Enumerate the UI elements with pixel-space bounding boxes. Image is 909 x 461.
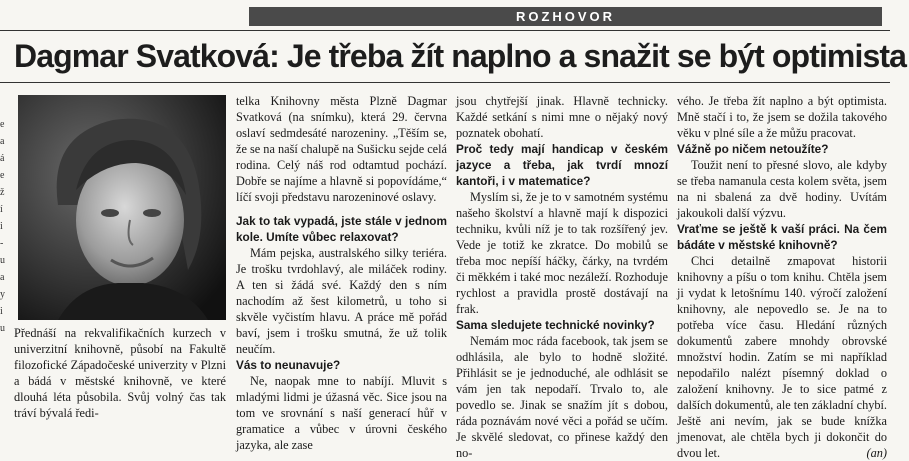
body-paragraph: jsou chytřejší jinak. Hlavně technicky. Každé setkání s nimi mne o nějaký nový poznatek obohatí. xyxy=(456,94,668,140)
interview-question: Vážně po ničem netoužíte? xyxy=(677,142,829,156)
column-fragment: a xyxy=(0,272,5,283)
interview-answer: Mám pejska, australského silky teriéra. Je trošku tvrdohlavý, ale miláček rodiny. A ten si žádá své. Každý den s ním nachodím až šest kilometrů, u toho si skvěle vyčistím hlavu. A práce mě pořád baví, jsem i trošku smutná, že už tolik neučím. xyxy=(236,246,447,356)
headline: Dagmar Svatková: Je třeba žít naplno a snažit se být optimista xyxy=(14,38,907,74)
article-column-2 xyxy=(236,93,448,452)
column-fragment: e xyxy=(0,170,5,181)
interview-answer: Ne, naopak mne to nabíjí. Mluvit s mladými lidmi je úžasná věc. Sice jsou na tom ve srovnání s naší generací hůř v gramatice a vůbec v úrovni českého jazyka, ale zase xyxy=(236,374,447,452)
answer-text: Chci detailně zmapovat historii knihovny a píšu o tom knihu. Chtěla jsem ji vydat k letošnímu 140. výročí založení knihovny, ale nepovedlo se. Je na to potřeba více času. Hledání různých dokumentů zabere mnohdy obrovské množství hodin. Zatím se mi například nepodařilo nalézt písemný doklad o založení knihovny. Je to sice patmé z dalších dokumentů, ale ten základní chybí. Ještě ani nevím, jak se bude knížka jmenovat, ale chtěla bych ji dokončit do dvou let. xyxy=(677,254,888,460)
interview-answer: Nemám moc ráda facebook, tak jsem se odhlásila, ale bylo to hodně složité. Přihlásit se je jednoduché, ale odhlásit se vám jen tak nepodaří. Trvalo to, ale povedlo se. Jinak se snažím jít s dobou, ráda poznávám nové věci a pořád se učím. Je skvělé sledovat, co přinese každý den no- xyxy=(456,334,668,460)
interview-question: Vás to neunavuje? xyxy=(236,358,341,372)
column-fragment: u xyxy=(0,323,5,334)
article-column-1 xyxy=(14,325,226,421)
column-fragment: u xyxy=(0,255,5,266)
portrait-photo xyxy=(18,95,226,320)
column-fragment: ž xyxy=(0,187,5,198)
body-paragraph: vého. Je třeba žít naplno a být optimista. Mně stačí i to, že jsem se dožila takového věku v plné síle a že můžu pracovat. xyxy=(677,94,887,140)
column-fragment: - xyxy=(0,238,4,249)
interview-answer xyxy=(677,253,887,461)
body-paragraph: Přednáší na rekvalifikačních kurzech v univerzitní knihovně, působí na Fakultě filozofické Západočeské univerzity v Plzni a bádá v městské knihovně, ve které dlouhá léta působila. Svůj volný čas tak tráví bývalá ředi- xyxy=(14,326,226,420)
column-fragment: i xyxy=(0,221,3,232)
author-signature: (an) xyxy=(866,446,887,460)
article-column-4 xyxy=(677,93,888,460)
column-fragment: i xyxy=(0,306,3,317)
intro-paragraph: telka Knihovny města Plzně Dagmar Svatková (na snímku), která 29. června oslaví sedmdesáté narozeniny. „Těším se, že se na naší chalupě na Sušicku sejde celá rodina. Celý náš rod odtamtud pochází. Dobře se najíme a hlavně si popovídáme,“ líčí svoji představu narozeninové oslavy. xyxy=(236,94,448,204)
section-label: ROZHOVOR xyxy=(249,7,882,26)
interview-answer: Toužit není to přesné slovo, ale kdyby se třeba namanula cesta kolem světa, jsem na ni sbalená za dvě hodiny. Uvítám jakoukoli další výzvu. xyxy=(677,158,887,220)
column-fragment: á xyxy=(0,153,5,164)
article-column-3 xyxy=(456,93,668,460)
column-fragment: y xyxy=(0,289,5,300)
top-rule xyxy=(0,30,890,31)
interview-question: Proč tedy mají handicap v českém jazyce a třeba, jak tvrdí mnozí kantoři, i v matematice? xyxy=(456,142,668,188)
column-fragment: e xyxy=(0,119,5,130)
previous-article-column-edge xyxy=(0,116,8,337)
column-fragment: a xyxy=(0,136,5,147)
interview-question: Vraťme se ještě k vaší práci. Na čem bádáte v městské knihovně? xyxy=(677,222,887,252)
interview-answer: Myslím si, že je to v samotném systému našeho školství a hlavně mají k dispozici techniku, kvůli níž je to tak rozšířený jev. Vede je totiž ke zkratce. Do mobilů se třeba moc nepíší háčky, čárky, na tvrdém či měkkém i také moc nezáleží. Rozhoduje rychlost a pravidla prostě dostávají na frak. xyxy=(456,190,668,316)
headline-rule xyxy=(0,82,890,83)
interview-question: Jak to tak vypadá, jste stále v jednom kole. Umíte vůbec relaxovat? xyxy=(236,214,447,244)
portrait-photo-illustration xyxy=(18,95,226,320)
column-fragment: í xyxy=(0,204,3,215)
interview-question: Sama sledujete technické novinky? xyxy=(456,318,655,332)
